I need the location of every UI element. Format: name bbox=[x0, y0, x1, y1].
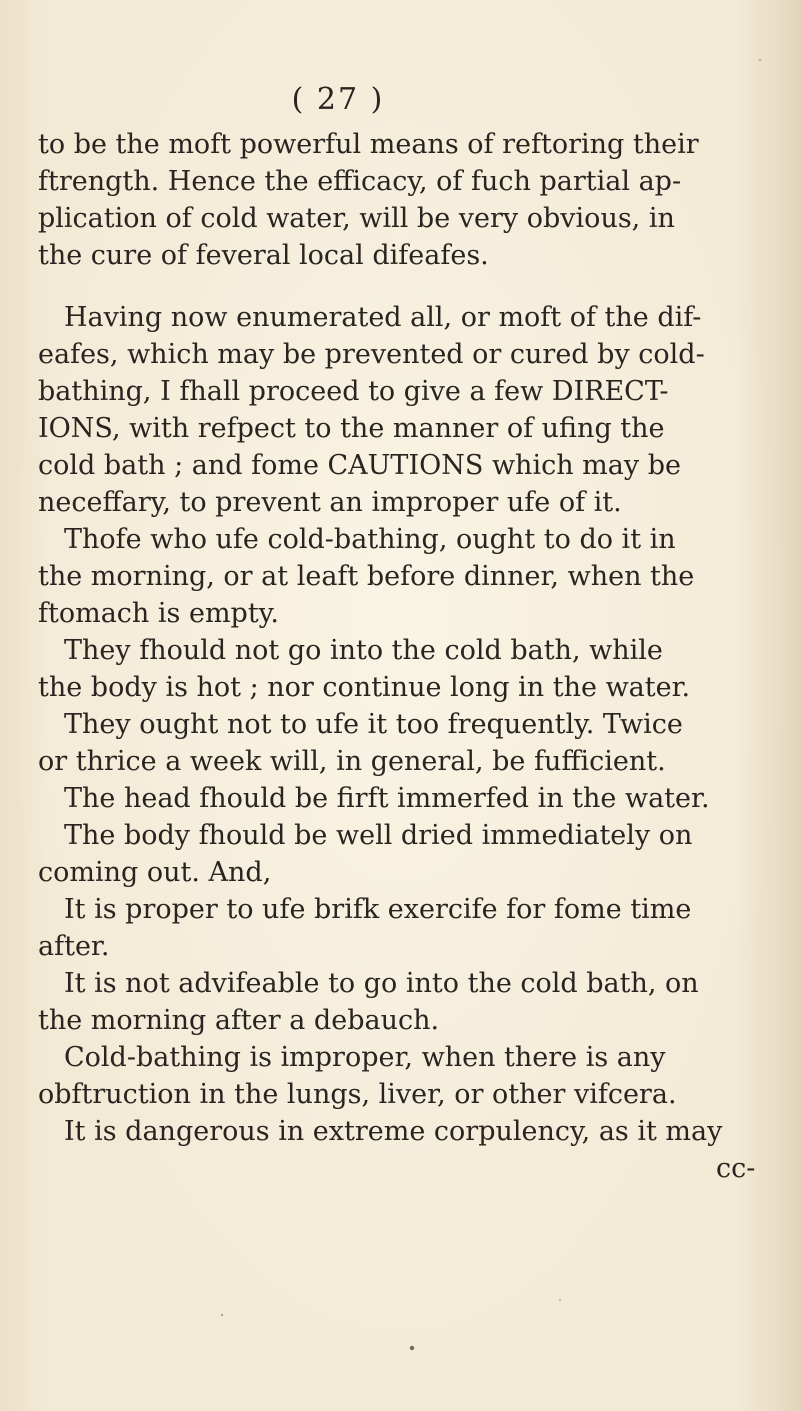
text-line: It is dangerous in extreme corpulency, as it may bbox=[64, 1116, 723, 1147]
page-number: ( 27 ) bbox=[291, 82, 385, 117]
text-line: It is proper to ufe brifk exercife for fome time bbox=[64, 894, 692, 925]
text-line: IONS, with refpect to the manner of ufing the bbox=[38, 413, 665, 444]
text-line: the morning after a debauch. bbox=[38, 1005, 440, 1036]
catchword: cc- bbox=[716, 1153, 756, 1184]
text-line: Cold-bathing is improper, when there is any bbox=[64, 1042, 666, 1073]
text-line: to be the moft powerful means of reftoring their bbox=[38, 129, 699, 160]
text-line: It is not advifeable to go into the cold bath, on bbox=[64, 968, 699, 999]
text-line: Thofe who ufe cold-bathing, ought to do it in bbox=[64, 524, 676, 555]
text-line: They fhould not go into the cold bath, while bbox=[64, 635, 663, 666]
text-line: the morning, or at leaft before dinner, when the bbox=[38, 561, 695, 592]
text-line: coming out. And, bbox=[38, 857, 272, 888]
text-line: The body fhould be well dried immediately on bbox=[64, 820, 693, 851]
text-line: the body is hot ; nor continue long in the water. bbox=[38, 672, 691, 703]
text-line: ftomach is empty. bbox=[38, 598, 279, 629]
text-line: obftruction in the lungs, liver, or other vifcera. bbox=[38, 1079, 677, 1110]
text-line: ftrength. Hence the efficacy, of fuch partial ap- bbox=[38, 166, 682, 197]
text-line: The head fhould be firft immerfed in the water. bbox=[64, 783, 710, 814]
text-line: Having now enumerated all, or moft of the dif- bbox=[64, 302, 702, 333]
text-line: bathing, I fhall proceed to give a few DIRECT- bbox=[38, 376, 669, 407]
text-line: after. bbox=[38, 931, 110, 962]
text-line: eafes, which may be prevented or cured by cold- bbox=[38, 339, 705, 370]
text-line: the cure of feveral local difeafes. bbox=[38, 240, 489, 271]
text-line: plication of cold water, will be very obvious, in bbox=[38, 203, 675, 234]
text-line: cold bath ; and fome CAUTIONS which may be bbox=[38, 450, 681, 481]
text-line: neceffary, to prevent an improper ufe of it. bbox=[38, 487, 622, 518]
text-line: or thrice a week will, in general, be fufficient. bbox=[38, 746, 666, 777]
text-line: They ought not to ufe it too frequently. Twice bbox=[64, 709, 683, 740]
